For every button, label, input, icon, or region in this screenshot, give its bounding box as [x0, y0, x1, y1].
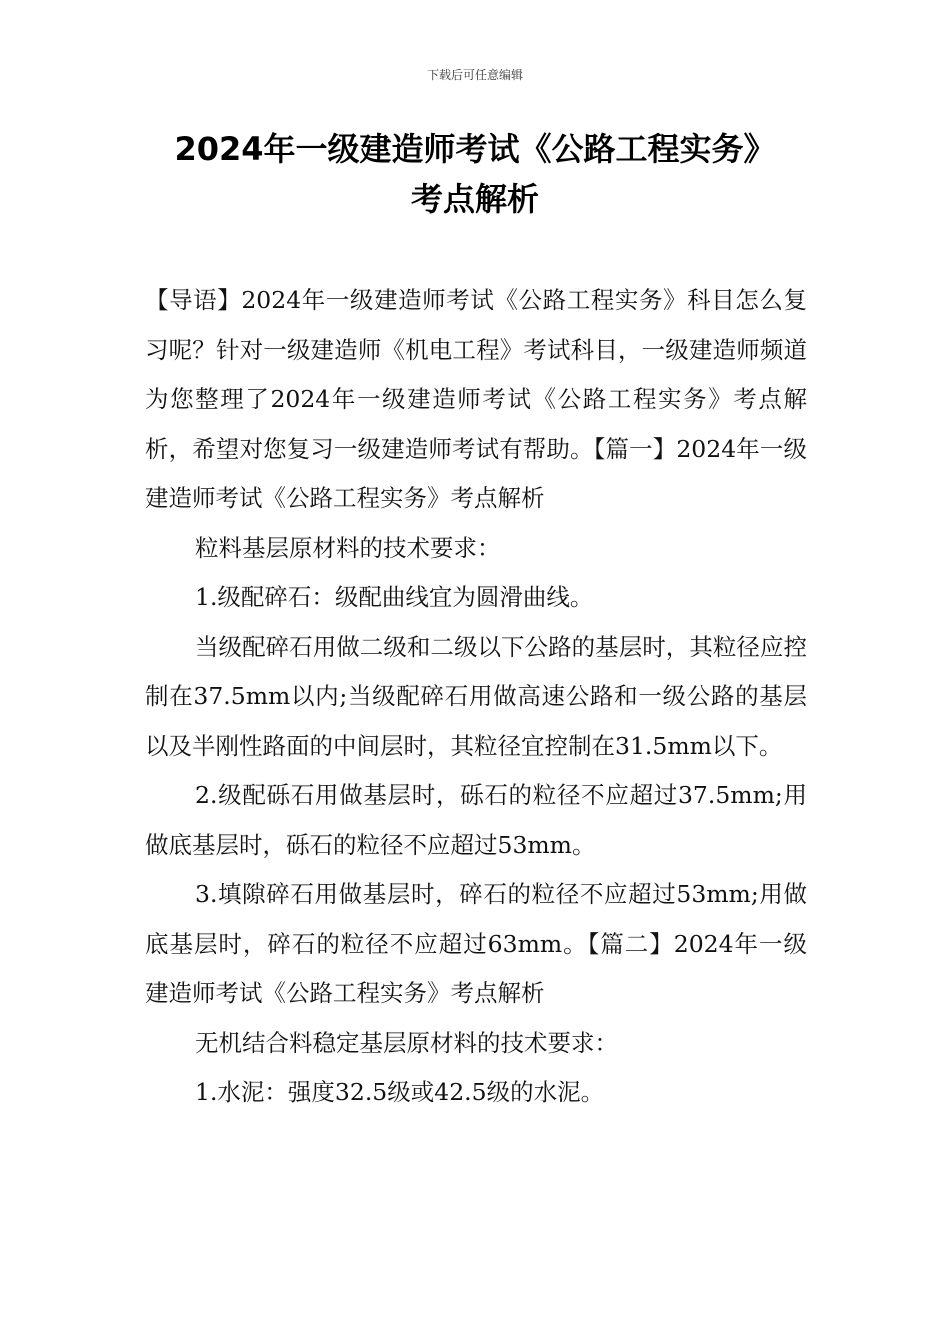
- paragraph: 当级配碎石用做二级和二级以下公路的基层时，其粒径应控制在37.5mm以内;当级配碎石用做高速公路和一级公路的基层以及半刚性路面的中间层时，其粒径宜控制在31.5mm以下。: [145, 632, 807, 760]
- paragraph: 1.水泥：强度32.5级或42.5级的水泥。: [195, 1078, 605, 1106]
- paragraph: 1.级配碎石：级配曲线宜为圆滑曲线。: [195, 583, 594, 611]
- paragraph: 粒料基层原材料的技术要求：: [195, 533, 501, 562]
- paragraph: 3.填隙碎石用做基层时，碎石的粒径不应超过53mm;用做底基层时，碎石的粒径不应超过63mm。【篇二】2024年一级建造师考试《公路工程实务》考点解析: [145, 880, 807, 1007]
- title-line-1: 2024年一级建造师考试《公路工程实务》: [174, 130, 776, 168]
- paragraph: 2.级配砾石用做基层时，砾石的粒径不应超过37.5mm;用做底基层时，砾石的粒径不应超过53mm。: [145, 781, 807, 859]
- header-note: 下载后可任意编辑: [426, 68, 523, 82]
- title-line-2: 考点解析: [410, 180, 539, 218]
- paragraph: 无机结合料稳定基层原材料的技术要求：: [195, 1028, 618, 1057]
- document-body: [145, 276, 807, 1118]
- document-title: [100, 124, 850, 224]
- paragraph-intro: 【导语】2024年一级建造师考试《公路工程实务》科目怎么复习呢？针对一级建造师《机电工程》考试科目，一级建造师频道为您整理了2024年一级建造师考试《公路工程实务》考点解析，希望对您复习一级建造师考试有帮助。【篇一】2024年一级建造师考试《公路工程实务》考点解析: [145, 286, 807, 512]
